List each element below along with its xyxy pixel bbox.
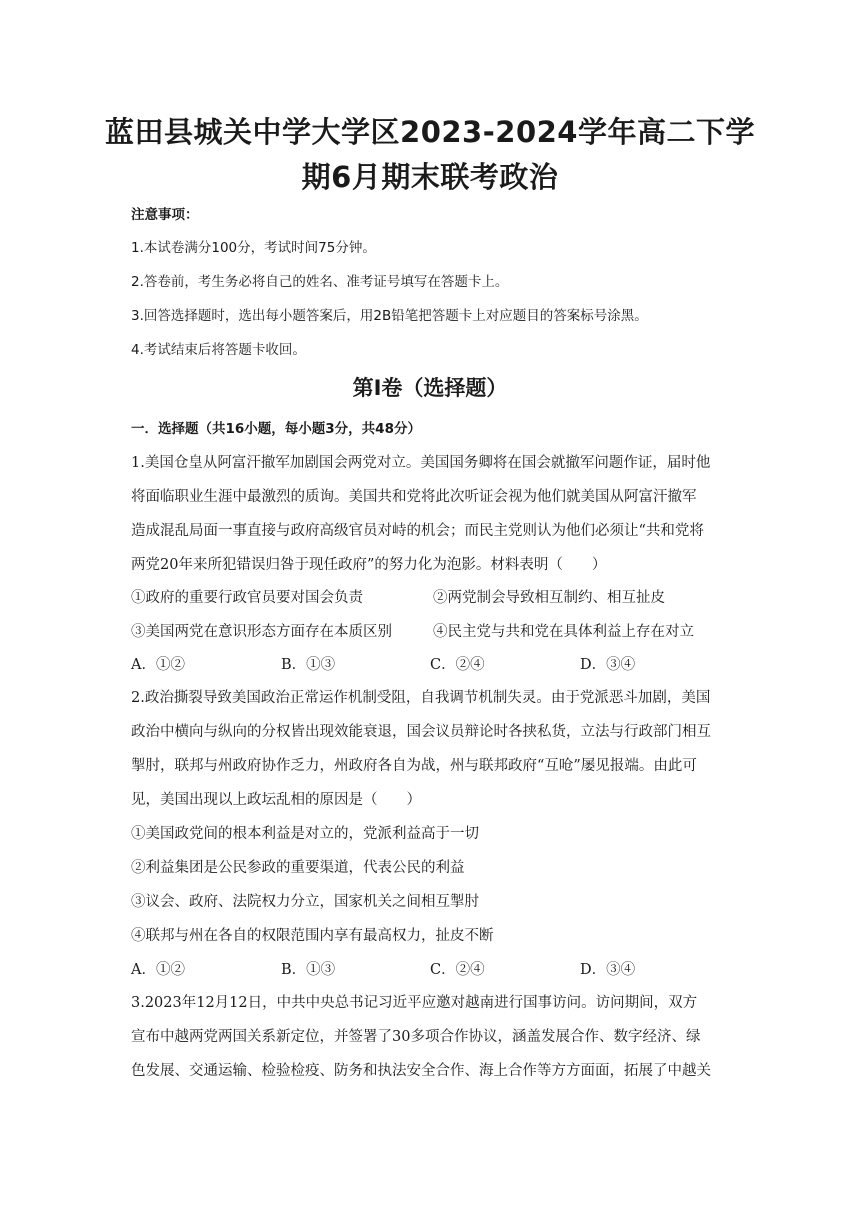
notice-heading: 注意事项： [131, 207, 199, 223]
exam-title-line-1: 蓝田县城关中学大学区2023-2024学年高二下学 [105, 115, 755, 149]
question-1-option-b: B．①③ [281, 657, 336, 673]
question-1-line-3: 造成混乱局面一事直接与政府高级官员对峙的机会；而民主党则认为他们必须让“共和党将 [131, 523, 704, 539]
question-2-statement-3: ③议会、政府、法院权力分立，国家机关之间相互掣肘 [131, 894, 479, 910]
question-2-line-3: 掣肘，联邦与州政府协作乏力，州政府各自为战，州与联邦政府“互呛”屡见报端。由此可 [131, 758, 697, 774]
question-1-line-1: 1.美国仓皇从阿富汗撤军加剧国会两党对立。美国国务卿将在国会就撤军问题作证，届时他 [131, 455, 711, 471]
question-1-option-d: D．③④ [580, 657, 636, 673]
question-1-line-4: 两党20年来所犯错误归咎于现任政府”的努力化为泡影。材料表明（ ） [131, 557, 607, 573]
question-1-line-2: 将面临职业生涯中最激烈的质询。美国共和党将此次听证会视为他们就美国从阿富汗撤军 [131, 489, 697, 505]
notice-item-4: 4.考试结束后将答题卡收回。 [131, 342, 306, 358]
question-3-line-3: 色发展、交通运输、检验检疫、防务和执法安全合作、海上合作等方方面面，拓展了中越关 [131, 1063, 711, 1079]
notice-item-1: 1.本试卷满分100分，考试时间75分钟。 [131, 240, 376, 256]
question-2-statement-4: ④联邦与州在各自的权限范围内享有最高权力，扯皮不断 [131, 928, 494, 944]
question-2-statement-2: ②利益集团是公民参政的重要渠道，代表公民的利益 [131, 860, 465, 876]
question-1-statement-3: ③美国两党在意识形态方面存在本质区别 [131, 624, 392, 640]
question-2-line-2: 政治中横向与纵向的分权皆出现效能衰退，国会议员辩论时各挟私货，立法与行政部门相互 [131, 724, 711, 740]
question-3-line-2: 宣布中越两党两国关系新定位，并签署了30多项合作协议，涵盖发展合作、数字经济、绿 [131, 1029, 701, 1045]
section-title: 第I卷（选择题） [352, 376, 508, 400]
question-2-option-d: D．③④ [580, 962, 636, 978]
question-2-option-a: A．①② [131, 962, 185, 978]
question-2-statement-1: ①美国政党间的根本利益是对立的，党派利益高于一切 [131, 826, 479, 842]
question-1-option-c: C．②④ [430, 657, 485, 673]
notice-item-3: 3.回答选择题时，选出每小题答案后，用2B铅笔把答题卡上对应题目的答案标号涂黑。 [131, 308, 648, 324]
question-2-line-4: 见，美国出现以上政坛乱相的原因是（ ） [131, 792, 421, 808]
question-3-line-1: 3.2023年12月12日，中共中央总书记习近平应邀对越南进行国事访问。访问期间，双方 [131, 995, 698, 1011]
question-1-statement-1: ①政府的重要行政官员要对国会负责 [131, 590, 363, 606]
question-2-option-c: C．②④ [430, 962, 485, 978]
question-1-statement-2: ②两党制会导致相互制约、相互扯皮 [433, 590, 665, 606]
section-subtitle: 一．选择题（共16小题，每小题3分，共48分） [131, 421, 421, 437]
question-1-statement-4: ④民主党与共和党在具体利益上存在对立 [433, 624, 694, 640]
question-1-option-a: A．①② [131, 657, 185, 673]
question-2-option-b: B．①③ [281, 962, 336, 978]
notice-item-2: 2.答卷前，考生务必将自己的姓名、准考证号填写在答题卡上。 [131, 274, 509, 290]
question-2-line-1: 2.政治撕裂导致美国政治正常运作机制受阻，自我调节机制失灵。由于党派恶斗加剧，美国 [131, 690, 711, 706]
exam-title-line-2: 期6月期末联考政治 [301, 160, 559, 194]
